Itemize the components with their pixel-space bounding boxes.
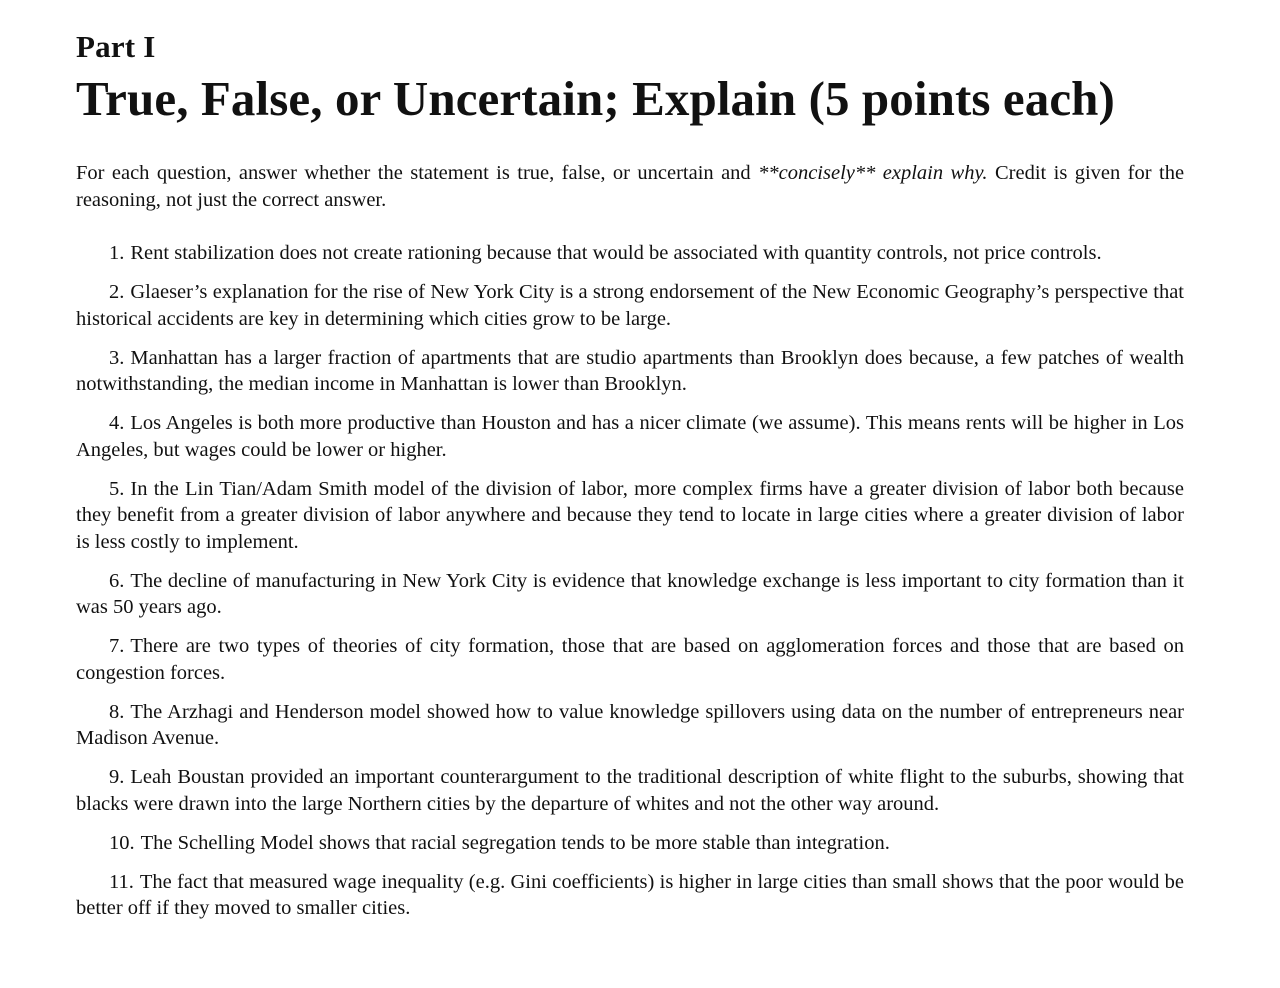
question-number: 8. [109, 700, 125, 723]
instructions-tail: Credit is given for the reasoning, not just the correct answer. [76, 162, 1185, 211]
question-text: Los Angeles is both more productive than Houston and has a nicer climate (we assume). This means rents will be higher in Los Angeles, but wages could be lower or higher. [76, 412, 1184, 461]
section-title: True, False, or Uncertain; Explain (5 points each) [76, 71, 1115, 126]
question-number: 6. [109, 569, 125, 592]
question-number: 3. [109, 346, 125, 369]
question-text: The Arzhagi and Henderson model showed how to value knowledge spillovers using data on the number of entrepreneurs near Madison Avenue. [76, 700, 1184, 749]
question-text: Manhattan has a larger fraction of apartments that are studio apartments than Brooklyn does because, a few patches of wealth notwithstanding, the median income in Manhattan is lower than Brooklyn. [76, 346, 1184, 395]
question-item [76, 568, 1184, 621]
question-item [76, 240, 1184, 267]
question-text: The decline of manufacturing in New York City is evidence that knowledge exchange is less important to city formation than it was 50 years ago. [76, 569, 1184, 618]
question-item [76, 869, 1184, 922]
question-item [76, 345, 1184, 398]
question-number: 10. [109, 831, 135, 854]
question-item [76, 764, 1184, 817]
question-number: 5. [109, 477, 125, 500]
question-item [76, 410, 1184, 463]
question-item [76, 476, 1184, 556]
question-text: Glaeser’s explanation for the rise of New York City is a strong endorsement of the New Economic Geography’s perspective that historical accidents are key in determining which cities grow to be large. [76, 281, 1184, 330]
question-text: There are two types of theories of city formation, those that are based on agglomeration forces and those that are based on congestion forces. [76, 635, 1184, 684]
question-text: In the Lin Tian/Adam Smith model of the division of labor, more complex firms have a greater division of labor both because they benefit from a greater division of labor anywhere and because they tend to locate in large cities where a greater division of labor is less costly to implement. [76, 477, 1184, 553]
question-number: 7. [109, 635, 125, 657]
part-label: Part I [76, 29, 156, 64]
instructions-emphasis: **concisely** explain why. [758, 162, 988, 184]
question-text: Leah Boustan provided an important counterargument to the traditional description of white flight to the suburbs, showing that blacks were drawn into the large Northern cities by the departure of whites and not the other way around. [76, 766, 1184, 815]
question-item [76, 279, 1184, 332]
question-item [76, 699, 1184, 752]
question-number: 11. [109, 870, 134, 893]
question-list [76, 240, 1184, 922]
instructions-lead: For each question, answer whether the statement is true, false, or uncertain and [76, 162, 751, 184]
question-number: 2. [109, 281, 125, 303]
instructions-paragraph [76, 160, 1184, 214]
question-number: 4. [109, 412, 125, 434]
question-text: Rent stabilization does not create rationing because that would be associated with quantity controls, not price controls. [130, 242, 1102, 264]
question-text: The Schelling Model shows that racial segregation tends to be more stable than integration. [140, 831, 890, 854]
question-number: 1. [109, 242, 125, 264]
question-item [76, 633, 1184, 686]
question-text: The fact that measured wage inequality (e.g. Gini coefficients) is higher in large cities than small shows that the poor would be better off if they moved to smaller cities. [76, 870, 1184, 919]
question-item [76, 830, 1184, 857]
question-number: 9. [109, 766, 125, 788]
